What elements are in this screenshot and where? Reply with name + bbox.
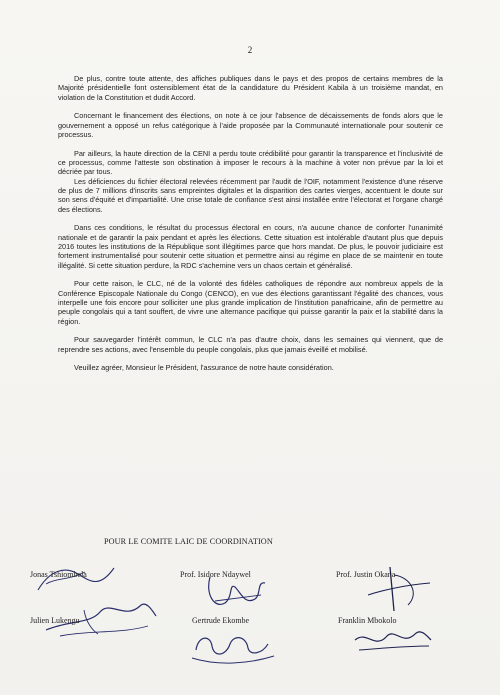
signatory-name: Jonas Tshiombela: [30, 570, 87, 579]
paragraph-conditions: Dans ces conditions, le résultat du processus électoral en cours, n'a aucune chance de conforter l'unanimité nationale et de garantir la paix pendant et après les élections. Cette situation est intolérable d'autant plus que depuis 2016 toutes les institutions de la République sont illégitimes parce que hors mandat. De plus, le pouvoir judiciaire est fortement instrumentalisé pour soutenir cette situation et permettre ainsi au régime en place de se maintenir en toute illégalité. Si cette situation perdure, la RDC s'achemine vers un chaos certain et généralisé.: [58, 223, 443, 270]
closing-formula: Veuillez agréer, Monsieur le Président, l'assurance de notre haute considération.: [74, 363, 334, 373]
signatory-name: Julien Lukengu: [30, 616, 80, 625]
paragraph-financing: Concernant le financement des élections, on note à ce jour l'absence de décaissements de fonds alors que le gouvernement a opposé un refus catégorique à l'aide proposée par la Communauté internationale pour soutenir ce processus.: [58, 111, 443, 139]
letter-body: [58, 74, 443, 373]
page-number: 2: [247, 45, 253, 55]
paragraph-common-interest: Pour sauvegarder l'intérêt commun, le CLC n'a pas d'autre choix, dans les semaines qui viennent, que de reprendre ses actions, avec l'ensemble du peuple congolais, plus que jamais éveillé et mobilisé.: [58, 335, 443, 354]
paragraph-clc-appeal: Pour cette raison, le CLC, né de la volonté des fidèles catholiques de répondre aux nombreux appels de la Conférence Episcopale Nationale du Congo (CENCO), en vue des élections garantissant l'égalité des chances, vous interpelle une fois encore pour solliciter une plus grande implication de l'institution panafricaine, afin de permettre au peuple congolais qui a tant souffert, de vivre une alternance pacifique qui puisse garantir la paix et la stabilité dans la région.: [58, 279, 443, 326]
signatory-name: Franklin Mbokolo: [338, 616, 397, 625]
paragraph-ceni: Par ailleurs, la haute direction de la CENI a perdu toute crédibilité pour garantir la transparence et l'inclusivité de ce processus, comme l'atteste son obstination à imposer le recours à la machine à voter non prévue par la loi et décriée par tous.: [58, 148, 443, 177]
signatory-name: Gertrude Ekombe: [192, 616, 250, 625]
signature-mbokolo: [345, 620, 435, 660]
committee-heading: POUR LE COMITE LAIC DE COORDINATION: [104, 537, 273, 546]
paragraph-electoral-file: Les déficiences du fichier électoral relevées récemment par l'audit de l'OIF, notamment l'existence d'une réserve de plus de 7 millions d'inscrits sans empreintes digitales et la disparition des cartes vierges, accentuent le doute sur son sens d'équité et d'impartialité. Une crise totale de confiance s'est ainsi installée entre l'électorat et l'organe chargé des élections.: [58, 176, 443, 214]
signatory-name: Prof. Justin Okana: [336, 570, 396, 579]
paragraph-third-term: De plus, contre toute attente, des affiches publiques dans le pays et des propos de certains membres de la Majorité présidentielle font ostensiblement état de la candidature du Président Kabila à un troisième mandat, en violation de la Constitution et dudit Accord.: [58, 74, 443, 102]
signatory-name: Prof. Isidore Ndaywel: [180, 570, 251, 579]
signature-ekombe: [188, 622, 278, 667]
